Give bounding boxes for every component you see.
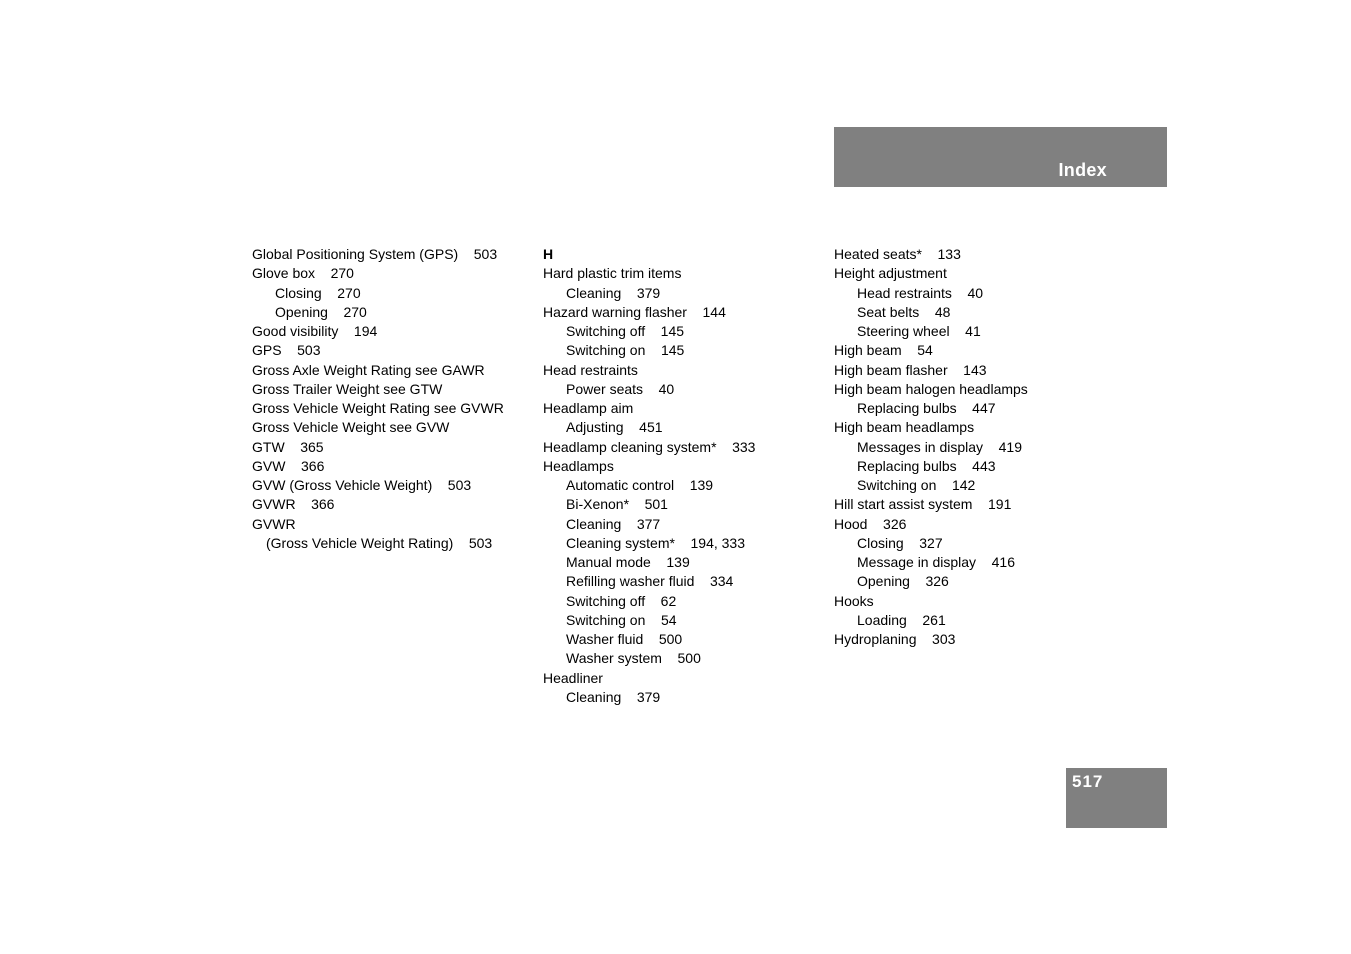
index-subentry: Cleaning 377: [566, 515, 661, 532]
index-subentry: Messages in display 419: [857, 438, 1022, 455]
index-column-3: [834, 245, 1109, 649]
index-subentry: Refilling washer fluid 334: [566, 573, 734, 590]
index-subentry: Cleaning system* 194, 333: [566, 534, 745, 551]
index-entry: Gross Trailer Weight see GTW: [252, 380, 443, 397]
index-entry: High beam halogen headlamps: [834, 380, 1028, 397]
index-entry: Gross Vehicle Weight Rating see GVWR: [252, 400, 504, 416]
page-number: 517: [1072, 772, 1104, 791]
index-subentry: Closing 270: [275, 284, 361, 301]
index-entry: Height adjustment: [834, 265, 947, 282]
index-entry: Heated seats* 133: [834, 246, 961, 262]
index-entry: Hard plastic trim items: [543, 265, 682, 282]
index-entry: High beam 54: [834, 342, 933, 359]
index-subentry: Washer fluid 500: [566, 631, 683, 647]
index-subentry: Opening 326: [857, 573, 949, 590]
index-entry: Good visibility 194: [252, 323, 378, 339]
index-entry: Head restraints: [543, 361, 638, 378]
index-entry: Gross Vehicle Weight see GVW: [252, 419, 450, 436]
index-subentry: Closing 327: [857, 534, 943, 551]
index-subentry: Opening 270: [275, 303, 367, 320]
index-subentry: Head restraints 40: [857, 284, 984, 301]
index-subentry: Switching on 142: [857, 477, 976, 493]
index-subentry: Switching on 145: [566, 342, 685, 359]
index-entry: High beam headlamps: [834, 419, 975, 436]
section-header-band: [834, 127, 1167, 187]
index-subentry: Replacing bulbs 447: [857, 400, 996, 416]
section-title: Index: [1058, 160, 1107, 180]
index-subentry: Steering wheel 41: [857, 323, 981, 339]
index-subentry: Automatic control 139: [566, 477, 714, 493]
index-subentry: Switching off 62: [566, 592, 677, 609]
index-subentry: Seat belts 48: [857, 303, 951, 320]
index-entry: GVWR: [252, 515, 296, 532]
index-entry: GVWR 366: [252, 496, 335, 513]
index-entry: Glove box 270: [252, 265, 354, 282]
index-entry: Headliner: [543, 669, 603, 686]
index-entry: GPS 503: [252, 342, 321, 359]
index-entry: Hydroplaning 303: [834, 631, 956, 647]
index-subentry: Washer system 500: [566, 650, 701, 667]
index-entry: High beam flasher 143: [834, 361, 987, 378]
index-letter-heading: H: [543, 246, 554, 262]
index-entry: Headlamp cleaning system* 333: [543, 438, 756, 455]
index-column-2: [543, 245, 818, 707]
index-entry-continuation: (Gross Vehicle Weight Rating) 503: [266, 534, 493, 551]
index-entry: Global Positioning System (GPS) 503: [252, 246, 498, 262]
index-subentry: Cleaning 379: [566, 688, 661, 705]
index-subentry: Adjusting 451: [566, 419, 663, 436]
index-entry: Headlamps: [543, 457, 614, 474]
index-entry: GVW 366: [252, 457, 325, 474]
index-subentry: Switching off 145: [566, 323, 685, 339]
index-subentry: Cleaning 379: [566, 284, 661, 301]
index-entry: Hill start assist system 191: [834, 496, 1012, 513]
index-entry: GVW (Gross Vehicle Weight) 503: [252, 477, 472, 493]
index-subentry: Message in display 416: [857, 554, 1015, 570]
index-entry: Hood 326: [834, 515, 907, 532]
index-subentry: Bi-Xenon* 501: [566, 496, 668, 513]
index-subentry: Switching on 54: [566, 611, 677, 628]
index-subentry: Replacing bulbs 443: [857, 457, 996, 474]
page-number-tab: [1066, 768, 1167, 828]
index-entry: Headlamp aim: [543, 400, 634, 416]
index-entry: Gross Axle Weight Rating see GAWR: [252, 361, 485, 378]
index-subentry: Manual mode 139: [566, 554, 690, 570]
index-entry: Hazard warning flasher 144: [543, 303, 726, 320]
index-entry: GTW 365: [252, 438, 324, 455]
index-entry: Hooks: [834, 592, 874, 609]
index-subentry: Loading 261: [857, 611, 946, 628]
index-subentry: Power seats 40: [566, 380, 675, 397]
index-column-1: [252, 245, 527, 553]
